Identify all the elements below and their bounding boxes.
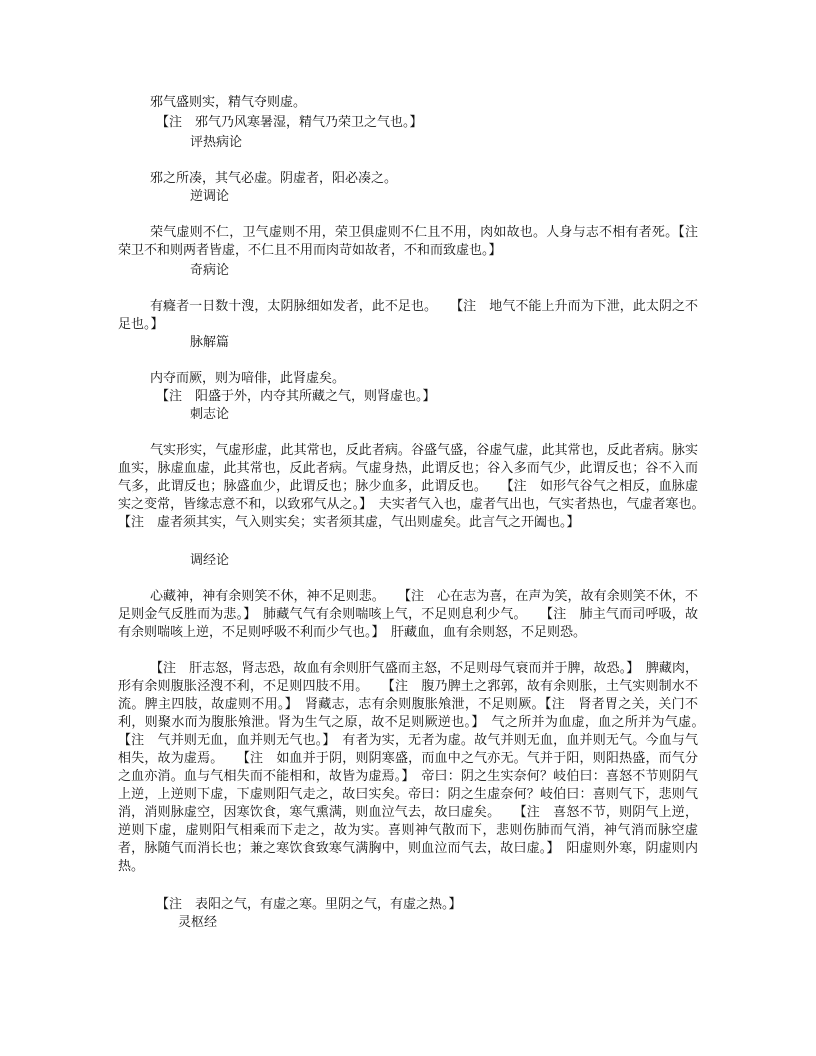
section-heading-nidiao: 逆调论 [190, 189, 230, 204]
paragraph-text: 心藏神，神有余则笑不休，神不足则悲。 【注 心在志为喜，在声为笑，故有余则笑不休，不足则金气反胜而为悲。】 肺藏气气有余则喘咳上气，不足则息利少气。 【注 肺主气而司呼吸，故有余则喘咳上逆，不足则呼吸不利而少气也。】 肝藏血，血有余则怒，不足则恐。 [118, 589, 698, 640]
section-heading-lingshu: 灵枢经 [178, 915, 218, 930]
paragraph-text: 气实形实，气虚形虚，此其常也，反此者病。谷盛气盛，谷虚气虚，此其常也，反此者病。脉实血实，脉虚血虚，此其常也，反此者病。气虚身热，此谓反也；谷入多而气少，此谓反也；谷不入而气多，此谓反也；脉盛血少，此谓反也；脉少血多，此谓反也。 【注 如形气谷气之相反，血脉虚实之变常，皆缘志意不和，以致邪气从之。】 夫实者气入也，虚者气出也，气实者热也，气虚者寒也。 【注 虚者须其实，气入则实矣；实者须其虚，气出则虚矣。此言气之开阖也。】 [118, 443, 725, 530]
section-heading-cizhi: 刺志论 [190, 407, 230, 422]
annotation-line-2: 【注 阳盛于外，内夺其所藏之气，则肾虚也。】 [156, 389, 436, 404]
text-line-1: 邪气盛则实，精气夺则虚。 [150, 95, 307, 110]
annotation-line-3: 【注 表阳之气，有虚之寒。里阴之气，有虚之热。】 [156, 897, 462, 912]
section-heading-pingrebing: 评热病论 [190, 135, 243, 150]
paragraph-text: 荣气虚则不仁，卫气虚则不用，荣卫俱虚则不仁且不用，肉如故也。人身与志不相有者死。【注 荣卫不和则两者皆虚，不仁且不用而肉苛如故者，不和而致虚也。】 [118, 225, 712, 258]
section-heading-maijie: 脉解篇 [190, 335, 230, 350]
text-line-2: 邪之所凑，其气必虚。阴虚者，阳必凑之。 [150, 171, 398, 186]
paragraph-cizhi [118, 442, 725, 532]
paragraph-tiaojing-2 [118, 660, 725, 876]
paragraph-qibing [118, 298, 698, 334]
paragraph-tiaojing-1 [118, 588, 698, 642]
paragraph-text: 有癃者一日数十溲，太阴脉细如发者，此不足也。 【注 地气不能上升而为下泄，此太阴之不足也。】 [118, 299, 698, 332]
annotation-line-1: 【注 邪气乃风寒暑湿，精气乃荣卫之气也。】 [156, 115, 423, 130]
paragraph-text: 【注 肝志怒，肾志恐，故血有余则肝气盛而主怒，不足则母气衰而并于脾，故恐。】 脾藏肉，形有余则腹胀泾溲不利，不足则四肢不用。 【注 腹乃脾土之郛郭，故有余则胀，土气实则制水不流。脾主四肢，故虚则不用。】 肾藏志，志有余则腹胀飧泄，不足则厥。【注 肾者胃之关，关门不利，则聚水而为腹胀飧泄。肾为生气之原，故不足则厥逆也。】 气之所并为血虚，血之所并为气虚。 【注 气并则无血，血并则无气也。】 有者为实，无者为虚。故气并则无血，血并则无气。今血与气相失，故为虚焉。 【注 如血并于阴，则阴寒盛，而血中之气亦无。气并于阳，则阳热盛，而气分之血亦消。血与气相失而不能相和，故皆为虚焉。】 帝曰：阴之生实奈何？岐伯曰：喜怒不节则阴气上逆，上逆则下虚，下虚则阳气走之，故曰实矣。帝曰：阴之生虚奈何？岐伯曰：喜则气下，悲则气消，消则脉虚空，因寒饮食，寒气熏满，则血泣气去，故曰虚矣。 【注 喜怒不节，则阴气上逆，逆则下虚，虚则阳气相乘而下走之，故为实。喜则神气散而下，悲则伤肺而气消，神气消而脉空虚者，脉随气而消长也；兼之寒饮食致寒气满胸中，则血泣而气去，故曰虚。】 阳虚则外寒，阴虚则内热。 [118, 661, 725, 874]
paragraph-nidiao [118, 224, 712, 260]
section-heading-tiaojing: 调经论 [190, 553, 230, 568]
text-line-3: 内夺而厥，则为喑俳，此肾虚矣。 [150, 371, 346, 386]
section-heading-qibing: 奇病论 [190, 263, 230, 278]
